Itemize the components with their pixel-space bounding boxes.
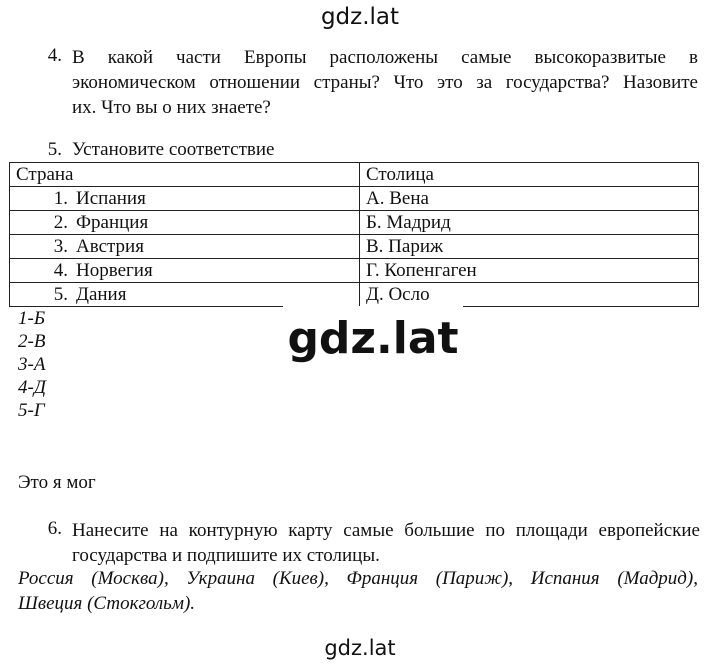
matching-table xyxy=(9,162,699,307)
watermark-bottom: gdz.lat xyxy=(324,636,396,660)
q4-line: их. Что вы о них знаете? xyxy=(72,97,271,118)
country-cell xyxy=(10,211,360,235)
watermark-top: gdz.lat xyxy=(320,4,400,30)
watermark-middle: gdz.lat xyxy=(283,306,463,370)
capital-cell: Г. Копенгаген xyxy=(360,259,699,283)
answer-line: 4-Д xyxy=(18,377,46,398)
table-row xyxy=(10,211,699,235)
note-text: Это я мог xyxy=(18,472,96,493)
table-row xyxy=(10,187,699,211)
q6-answer-line: Швеция (Стокгольм). xyxy=(18,593,196,614)
row-number: 4. xyxy=(53,260,68,281)
q6-answer-line: Россия (Москва), Украина (Киев), Франция (Париж), Испания (Мадрид), xyxy=(18,568,698,589)
answer-line: 3-А xyxy=(18,354,46,375)
country-cell xyxy=(10,235,360,259)
row-number: 1. xyxy=(53,188,68,209)
q4-number: 4. xyxy=(47,45,62,66)
country-name: Австрия xyxy=(76,236,144,257)
header-country: Страна xyxy=(10,163,360,187)
country-name: Норвегия xyxy=(76,260,153,281)
answer-line: 1-Б xyxy=(18,308,46,329)
q6-line: государства и подпишите их столицы. xyxy=(72,545,380,566)
table-row xyxy=(10,283,699,307)
capital-cell: Д. Осло xyxy=(360,283,699,307)
row-number: 3. xyxy=(53,236,68,257)
row-number: 5. xyxy=(53,284,68,305)
capital-cell: Б. Мадрид xyxy=(360,211,699,235)
country-name: Франция xyxy=(76,212,149,233)
row-number: 2. xyxy=(53,212,68,233)
q4-text xyxy=(72,45,698,120)
country-name: Испания xyxy=(76,188,146,209)
table-header-row xyxy=(10,163,699,187)
capital-cell: А. Вена xyxy=(360,187,699,211)
q5-title: Установите соответствие xyxy=(72,139,275,160)
table-row xyxy=(10,259,699,283)
answer-line: 2-В xyxy=(18,331,46,352)
header-capital: Столица xyxy=(360,163,699,187)
q6-number: 6. xyxy=(47,518,62,539)
q5-number: 5. xyxy=(47,139,62,160)
q6-text xyxy=(72,518,700,568)
country-name: Дания xyxy=(76,284,127,305)
q4-line: В какой части Европы расположены самые высокоразвитые в xyxy=(72,47,698,68)
table-row xyxy=(10,235,699,259)
q4-line: экономическом отношении страны? Что это за государства? Назовите xyxy=(72,72,698,93)
country-cell xyxy=(10,259,360,283)
q6-answer xyxy=(18,566,698,616)
q6-line: Нанесите на контурную карту самые большие по площади европейские xyxy=(72,520,700,541)
capital-cell: В. Париж xyxy=(360,235,699,259)
country-cell xyxy=(10,187,360,211)
answer-line: 5-Г xyxy=(18,400,45,421)
country-cell xyxy=(10,283,360,307)
